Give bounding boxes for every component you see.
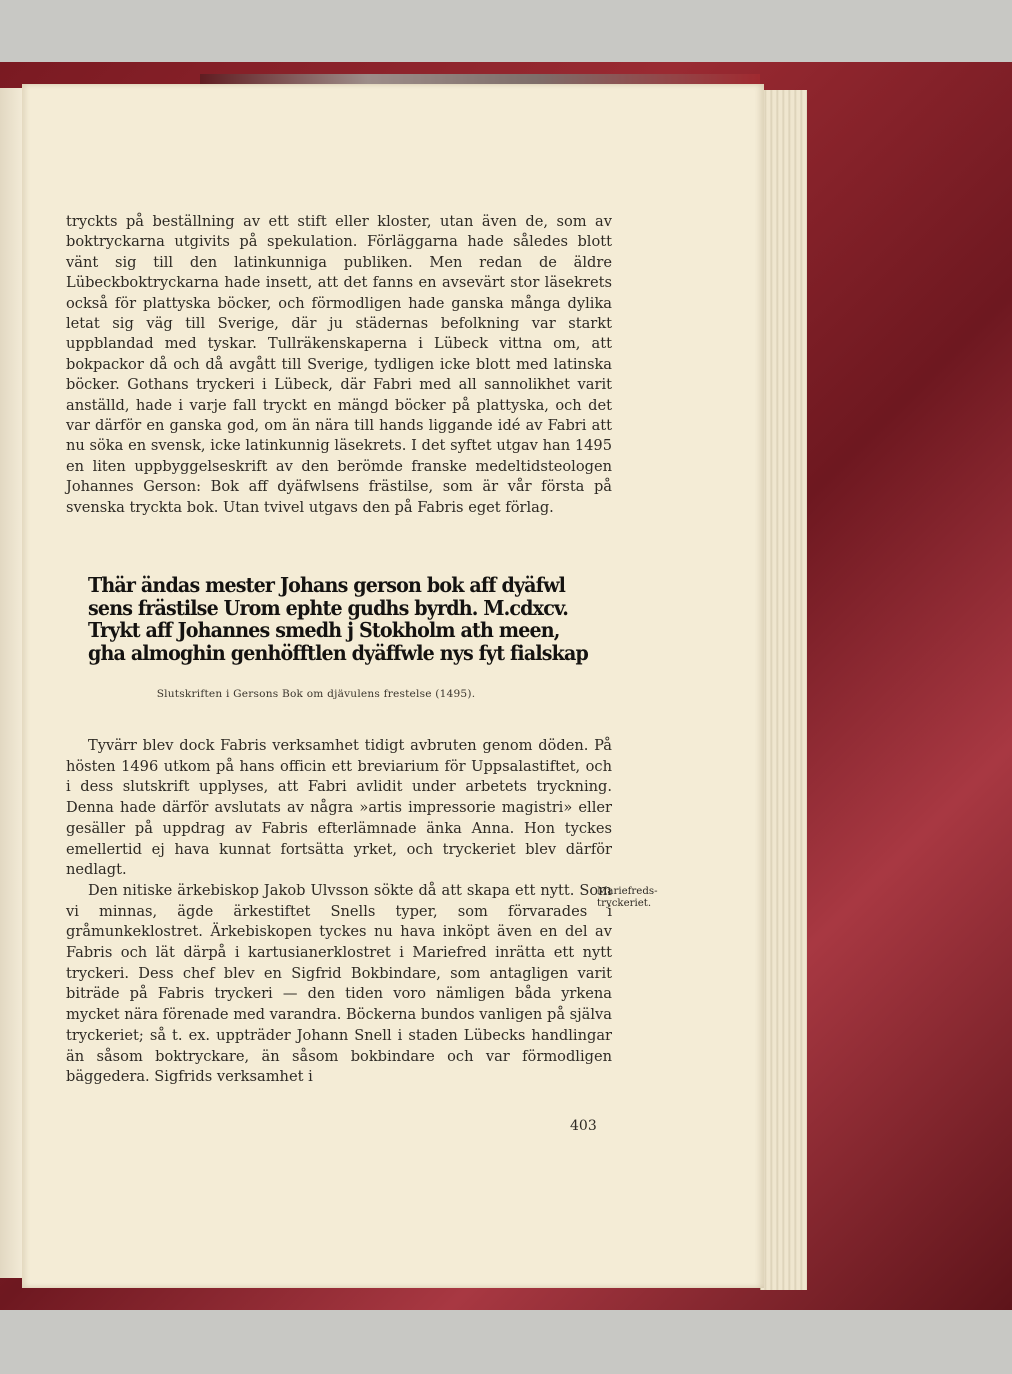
facsimile-line: Thär ändas mester Johans gerson bok aff dyäfwl [88, 573, 566, 597]
body-paragraph: Tyvärr blev dock Fabris verksamhet tidigt avbruten genom döden. På hösten 1496 utkom på hans officin ett breviarium för Uppsalastiftet, och i dess slutskrift upplyses, att Fabri avlidit under arbetets tryckning. Denna hade därför avslutats av några »artis impressorie magistri» eller gesäller på uppdrag av Fabris efterlämnade änka Anna. Hon tyckes emellertid ej hava kunnat fortsätta yrket, och tryckeriet blev därför nedlagt. [66, 737, 612, 879]
figure-caption: Slutskriften i Gersons Bok om djävulens frestelse (1495). [156, 688, 476, 700]
blackletter-facsimile [88, 573, 589, 665]
book-page [22, 84, 764, 1288]
facing-page-edge [0, 88, 23, 1278]
margin-note: Mariefreds-tryckeriet. [597, 886, 658, 909]
text-block-bottom [66, 736, 612, 1088]
text-block-top [66, 212, 612, 518]
body-paragraph: Den nitiske ärkebiskop Jakob Ulvsson sökte då att skapa ett nytt. Som vi minnas, ägde ärkestiftet Snells typer, som förvarades i gråmunkeklostret. Ärkebiskopen tyckes nu hava inköpt även en del av Fabris och lät därpå i kartusianerklostret i Mariefred inrätta ett nytt tryckeri. Dess chef blev en Sigfrid Bokbindare, som antagligen varit biträde på Fabris tryckeri — den tiden voro nämligen båda yrkena mycket nära förenade med varandra. Böckerna bundos vanligen på själva tryckeriet; så t. ex. uppträder Johann Snell i staden Lübecks handlingar än såsom boktryckare, än såsom bokbindare och var förmodligen bäggedera. Sigfrids verksamhet i [66, 881, 612, 1086]
page-stack-edge [760, 90, 807, 1290]
facsimile-line: Trykt aff Johannes smedh j Stokholm ath meen, [88, 618, 560, 642]
body-paragraph: tryckts på beställning av ett stift eller kloster, utan även de, som av boktryckarna utgivits på spekulation. Förläggarna hade således blott vänt sig till den latinkunniga publiken. Men redan de äldre Lübeckboktryckarna hade insett, att det fanns en avsevärt stor läsekrets också för plattyska böcker, och förmodligen hade ganska många dylika letat sig väg till Sverige, där ju städernas befolkning var starkt uppblandad med tyskar. Tullräkenskaperna i Lübeck vittna om, att bokpackor då och då avgått till Sverige, tydligen icke blott med latinska böcker. Gothans tryckeri i Lübeck, där Fabri med all sannolikhet varit anställd, hade i varje fall tryckt en mängd böcker på plattyska, och det var därför en ganska god, om än nära till hands liggande idé av Fabri att nu söka en svensk, icke latinkunnig läsekrets. I det syftet utgav han 1495 en liten uppbyggelseskrift av den berömde franske medeltidsteologen Johannes Gerson: Bok aff dyäfwlsens frästilse, som är vår första på svenska tryckta bok. Utan tvivel utgavs den på Fabris eget förlag. [66, 213, 612, 516]
page-number: 403 [570, 1118, 597, 1134]
facsimile-line: gha almoghin genhöfftlen dyäffwle nys fyt fialskap [88, 640, 589, 665]
facsimile-line: sens frästilse Urom ephte gudhs byrdh. M.cdxcv. [88, 595, 569, 620]
